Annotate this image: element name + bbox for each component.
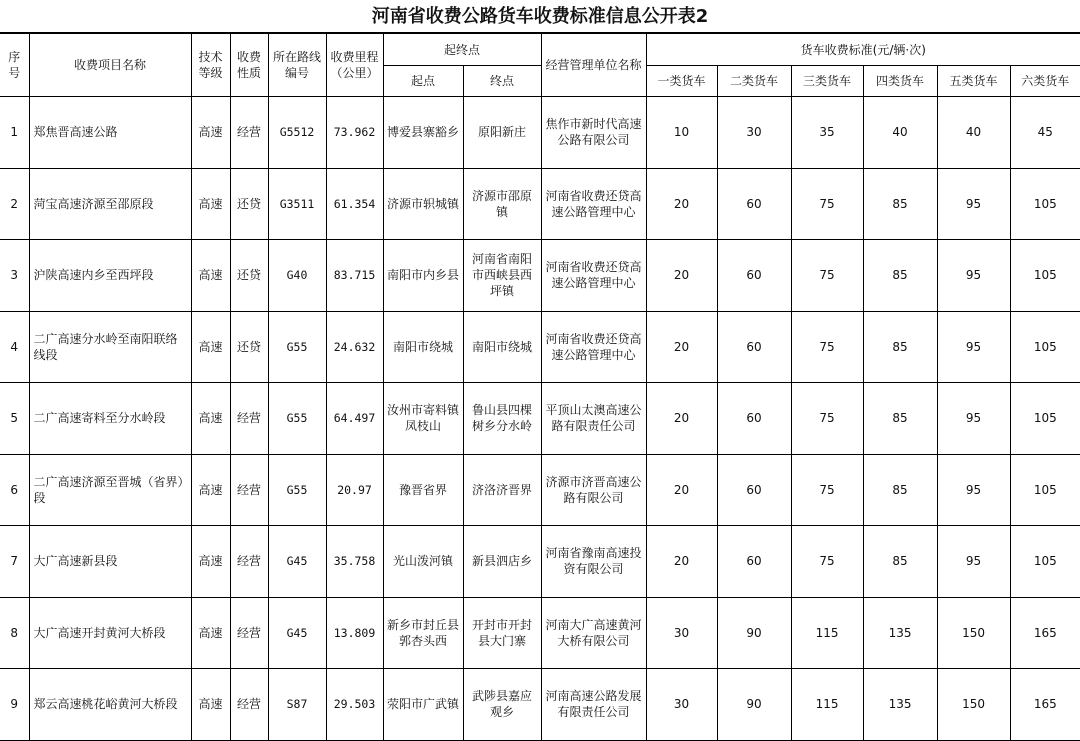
cell-fee-class-1: 30 [646, 597, 717, 669]
cell-fee-class-6: 105 [1010, 383, 1080, 455]
cell-grade: 高速 [191, 168, 230, 240]
cell-mileage: 83.715 [326, 240, 383, 312]
cell-manager: 河南大广高速黄河大桥有限公司 [541, 597, 646, 669]
table-row [0, 97, 1080, 169]
cell-route: S87 [268, 669, 326, 741]
header-end: 终点 [463, 66, 541, 97]
cell-nature: 经营 [230, 454, 268, 526]
cell-fee-class-3: 115 [791, 669, 863, 741]
cell-grade: 高速 [191, 240, 230, 312]
cell-project-name: 大广高速新县段 [29, 526, 191, 598]
cell-fee-class-3: 75 [791, 383, 863, 455]
header-class-3: 三类货车 [791, 66, 863, 97]
cell-fee-class-3: 75 [791, 240, 863, 312]
cell-mileage: 24.632 [326, 311, 383, 383]
cell-seq: 2 [0, 168, 29, 240]
cell-start: 南阳市内乡县 [383, 240, 463, 312]
cell-end: 武陟县嘉应观乡 [463, 669, 541, 741]
cell-fee-class-6: 105 [1010, 454, 1080, 526]
cell-fee-class-6: 105 [1010, 168, 1080, 240]
cell-fee-class-6: 165 [1010, 669, 1080, 741]
cell-mileage: 73.962 [326, 97, 383, 169]
cell-seq: 5 [0, 383, 29, 455]
header-mileage: 收费里程（公里） [326, 34, 383, 97]
cell-fee-class-6: 105 [1010, 240, 1080, 312]
table-row [0, 383, 1080, 455]
header-project: 收费项目名称 [29, 34, 191, 97]
cell-fee-class-5: 95 [937, 240, 1010, 312]
cell-route: G55 [268, 454, 326, 526]
cell-fee-class-1: 30 [646, 669, 717, 741]
header-nature: 收费性质 [230, 34, 268, 97]
cell-start: 光山泼河镇 [383, 526, 463, 598]
cell-nature: 还贷 [230, 311, 268, 383]
header-endpoints: 起终点 [383, 34, 541, 66]
cell-grade: 高速 [191, 383, 230, 455]
cell-fee-class-5: 95 [937, 168, 1010, 240]
cell-manager: 平顶山太澳高速公路有限责任公司 [541, 383, 646, 455]
cell-fee-class-1: 20 [646, 168, 717, 240]
cell-fee-class-4: 85 [863, 240, 937, 312]
cell-start: 博爱县寨豁乡 [383, 97, 463, 169]
table-row [0, 526, 1080, 598]
cell-start: 新乡市封丘县郭杏头西 [383, 597, 463, 669]
table-row [0, 311, 1080, 383]
cell-fee-class-2: 90 [717, 597, 791, 669]
cell-fee-class-1: 20 [646, 311, 717, 383]
cell-fee-class-4: 85 [863, 454, 937, 526]
cell-fee-class-4: 85 [863, 311, 937, 383]
cell-mileage: 61.354 [326, 168, 383, 240]
cell-fee-class-1: 20 [646, 240, 717, 312]
cell-seq: 4 [0, 311, 29, 383]
cell-fee-class-2: 60 [717, 454, 791, 526]
cell-fee-class-5: 95 [937, 454, 1010, 526]
header-class-5: 五类货车 [937, 66, 1010, 97]
header-manager: 经营管理单位名称 [541, 34, 646, 97]
header-class-2: 二类货车 [717, 66, 791, 97]
fee-table [0, 33, 1080, 741]
cell-fee-class-5: 150 [937, 669, 1010, 741]
cell-end: 鲁山县四棵树乡分水岭 [463, 383, 541, 455]
cell-route: G40 [268, 240, 326, 312]
cell-manager: 焦作市新时代高速公路有限公司 [541, 97, 646, 169]
header-class-4: 四类货车 [863, 66, 937, 97]
cell-fee-class-3: 35 [791, 97, 863, 169]
cell-end: 济源市邵原镇 [463, 168, 541, 240]
cell-fee-class-1: 20 [646, 526, 717, 598]
cell-fee-class-6: 105 [1010, 311, 1080, 383]
cell-seq: 6 [0, 454, 29, 526]
cell-fee-class-2: 60 [717, 526, 791, 598]
cell-start: 济源市轵城镇 [383, 168, 463, 240]
cell-start: 豫晋省界 [383, 454, 463, 526]
cell-fee-class-3: 75 [791, 168, 863, 240]
cell-fee-class-3: 75 [791, 311, 863, 383]
cell-fee-class-6: 165 [1010, 597, 1080, 669]
cell-nature: 还贷 [230, 168, 268, 240]
cell-route: G5512 [268, 97, 326, 169]
cell-fee-class-1: 20 [646, 383, 717, 455]
cell-fee-class-5: 95 [937, 383, 1010, 455]
cell-seq: 7 [0, 526, 29, 598]
cell-fee-class-4: 40 [863, 97, 937, 169]
cell-grade: 高速 [191, 597, 230, 669]
cell-mileage: 64.497 [326, 383, 383, 455]
cell-route: G45 [268, 597, 326, 669]
header-grade: 技术等级 [191, 34, 230, 97]
cell-fee-class-2: 60 [717, 311, 791, 383]
table-row [0, 669, 1080, 741]
cell-fee-class-2: 60 [717, 168, 791, 240]
cell-fee-class-4: 135 [863, 597, 937, 669]
cell-fee-class-4: 85 [863, 168, 937, 240]
cell-project-name: 菏宝高速济源至邵原段 [29, 168, 191, 240]
cell-grade: 高速 [191, 97, 230, 169]
cell-fee-class-2: 90 [717, 669, 791, 741]
cell-fee-class-4: 85 [863, 383, 937, 455]
cell-start: 汝州市寄料镇凤枝山 [383, 383, 463, 455]
cell-project-name: 二广高速分水岭至南阳联络线段 [29, 311, 191, 383]
cell-project-name: 二广高速寄料至分水岭段 [29, 383, 191, 455]
cell-mileage: 35.758 [326, 526, 383, 598]
cell-route: G3511 [268, 168, 326, 240]
cell-fee-class-1: 10 [646, 97, 717, 169]
cell-fee-class-2: 60 [717, 240, 791, 312]
header-row-1 [0, 34, 1080, 66]
cell-nature: 经营 [230, 526, 268, 598]
cell-end: 新县泗店乡 [463, 526, 541, 598]
cell-project-name: 大广高速开封黄河大桥段 [29, 597, 191, 669]
cell-manager: 河南省收费还贷高速公路管理中心 [541, 240, 646, 312]
cell-nature: 还贷 [230, 240, 268, 312]
cell-manager: 河南高速公路发展有限责任公司 [541, 669, 646, 741]
cell-end: 开封市开封县大门寨 [463, 597, 541, 669]
cell-fee-class-5: 95 [937, 311, 1010, 383]
cell-grade: 高速 [191, 454, 230, 526]
cell-fee-class-4: 135 [863, 669, 937, 741]
cell-seq: 1 [0, 97, 29, 169]
cell-fee-class-6: 45 [1010, 97, 1080, 169]
cell-route: G55 [268, 383, 326, 455]
cell-project-name: 郑焦晋高速公路 [29, 97, 191, 169]
cell-start: 荥阳市广武镇 [383, 669, 463, 741]
cell-fee-class-3: 75 [791, 454, 863, 526]
table-row [0, 168, 1080, 240]
cell-manager: 河南省豫南高速投资有限公司 [541, 526, 646, 598]
cell-route: G45 [268, 526, 326, 598]
cell-fee-class-6: 105 [1010, 526, 1080, 598]
cell-fee-class-2: 30 [717, 97, 791, 169]
header-class-6: 六类货车 [1010, 66, 1080, 97]
header-seq: 序号 [0, 34, 29, 97]
cell-fee-class-4: 85 [863, 526, 937, 598]
cell-grade: 高速 [191, 526, 230, 598]
cell-nature: 经营 [230, 597, 268, 669]
cell-fee-class-5: 40 [937, 97, 1010, 169]
cell-seq: 3 [0, 240, 29, 312]
header-class-1: 一类货车 [646, 66, 717, 97]
cell-fee-class-3: 115 [791, 597, 863, 669]
cell-nature: 经营 [230, 97, 268, 169]
cell-manager: 河南省收费还贷高速公路管理中心 [541, 168, 646, 240]
table-body [0, 97, 1080, 741]
cell-grade: 高速 [191, 311, 230, 383]
cell-project-name: 二广高速济源至晋城（省界）段 [29, 454, 191, 526]
cell-seq: 9 [0, 669, 29, 741]
table-row [0, 240, 1080, 312]
cell-end: 南阳市绕城 [463, 311, 541, 383]
cell-project-name: 沪陕高速内乡至西坪段 [29, 240, 191, 312]
cell-fee-class-5: 150 [937, 597, 1010, 669]
cell-nature: 经营 [230, 669, 268, 741]
cell-fee-class-1: 20 [646, 454, 717, 526]
cell-mileage: 20.97 [326, 454, 383, 526]
header-fees: 货车收费标准(元/辆·次) [646, 34, 1080, 66]
cell-fee-class-3: 75 [791, 526, 863, 598]
table-row [0, 454, 1080, 526]
cell-grade: 高速 [191, 669, 230, 741]
cell-manager: 河南省收费还贷高速公路管理中心 [541, 311, 646, 383]
header-route: 所在路线编号 [268, 34, 326, 97]
table-row [0, 597, 1080, 669]
cell-end: 原阳新庄 [463, 97, 541, 169]
cell-end: 河南省南阳市西峡县西坪镇 [463, 240, 541, 312]
cell-route: G55 [268, 311, 326, 383]
cell-mileage: 29.503 [326, 669, 383, 741]
header-start: 起点 [383, 66, 463, 97]
cell-end: 济洛济晋界 [463, 454, 541, 526]
cell-manager: 济源市济晋高速公路有限公司 [541, 454, 646, 526]
cell-start: 南阳市绕城 [383, 311, 463, 383]
cell-fee-class-5: 95 [937, 526, 1010, 598]
cell-fee-class-2: 60 [717, 383, 791, 455]
table-title: 河南省收费公路货车收费标准信息公开表2 [0, 0, 1080, 33]
cell-nature: 经营 [230, 383, 268, 455]
cell-mileage: 13.809 [326, 597, 383, 669]
cell-project-name: 郑云高速桃花峪黄河大桥段 [29, 669, 191, 741]
cell-seq: 8 [0, 597, 29, 669]
